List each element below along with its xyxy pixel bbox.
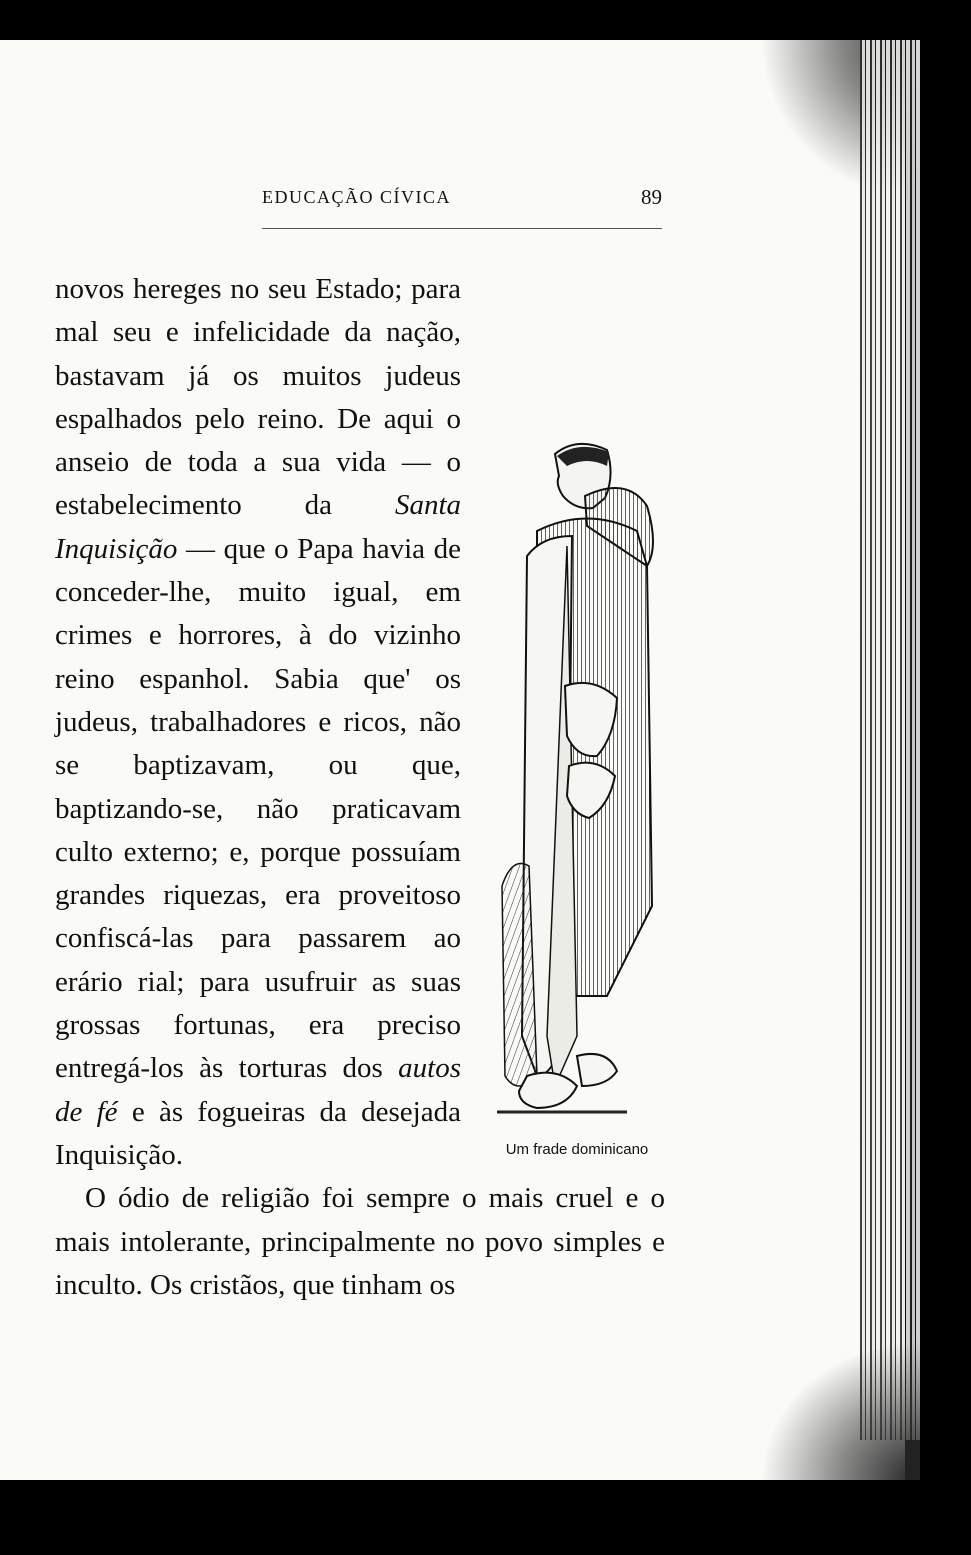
header-rule (262, 228, 662, 229)
italic-segment: Santa Inquisição (55, 489, 461, 565)
running-title: EDUCAÇÃO CÍVICA (262, 187, 451, 207)
figure (477, 436, 677, 1171)
page-edge-stack (860, 40, 920, 1440)
text-segment: — que o Papa havia de conceder-lhe, muito igual, em crimes e horrores, à do vizinho reino espanhol. Sabia que' os judeus, trabalhadores e ricos, não se baptizavam, ou que, baptizando-se, não praticavam culto externo; e, porque possuíam grandes riquezas, era proveitoso confiscá-las para passarem ao erário rial; para usufruir as suas grossas fortunas, era preciso entregá-los às torturas dos (55, 532, 461, 1085)
paragraph-2 (55, 1177, 665, 1307)
page-number: 89 (641, 185, 662, 209)
scan-shadow-bottom (760, 1340, 920, 1480)
text-segment: e às fogueiras da desejada Inquisição. (55, 1095, 461, 1171)
text-segment: novos hereges no seu Estado; para mal seu e infelicidade da nação, bastavam já os muitos judeus espalhados pelo reino. De aqui o anseio de toda a sua vida — o estabelecimento da (55, 273, 461, 522)
text-segment: O ódio de religião foi sempre o mais cruel e o mais intolerante, principalmente no povo simples e inculto. Os cristãos, que tinham os (55, 1182, 665, 1301)
figure-caption: Um frade dominicano (505, 1141, 649, 1158)
italic-segment: autos de fé (55, 1052, 461, 1128)
body-text (55, 268, 665, 1307)
page-header (262, 185, 662, 215)
dominican-friar-illustration (497, 436, 667, 1126)
